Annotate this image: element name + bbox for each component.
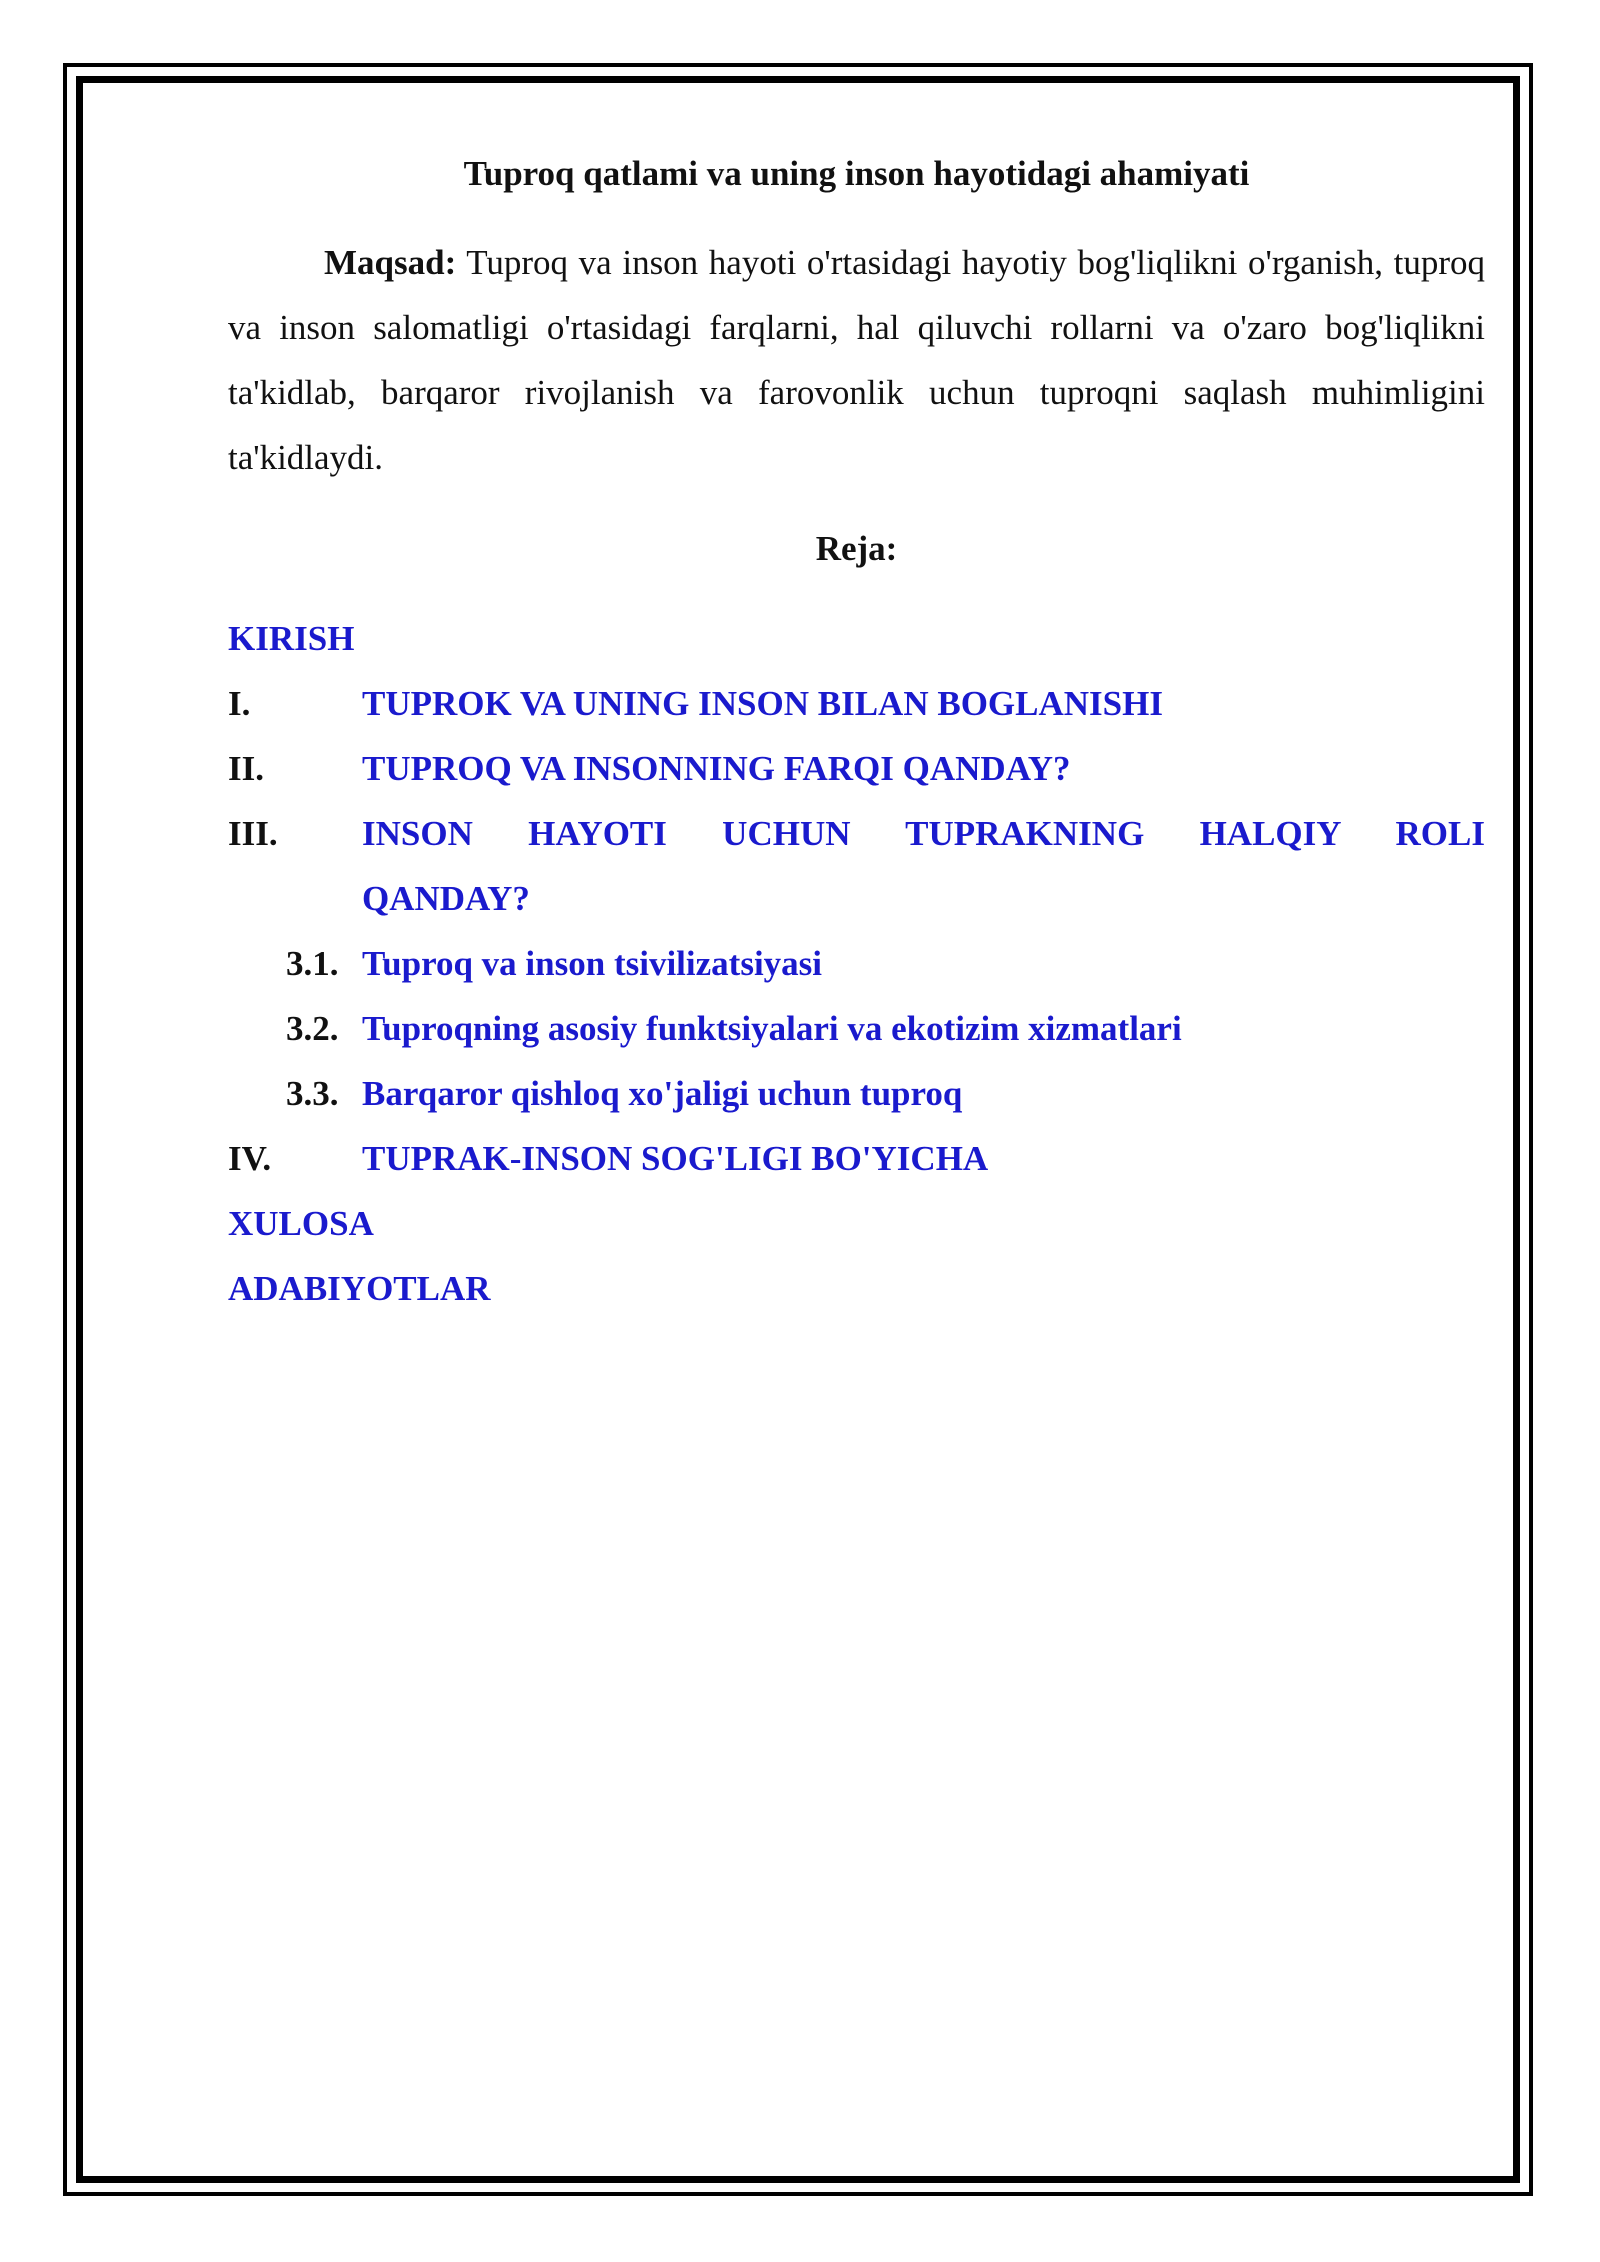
- toc-number: I.: [228, 684, 251, 723]
- toc-number: II.: [228, 749, 264, 788]
- toc-link-conclusion[interactable]: XULOSA: [228, 1204, 374, 1243]
- toc-link[interactable]: TUPRAK-INSON SOG'LIGI BO'YICHA: [362, 1139, 989, 1178]
- toc-item-conclusion[interactable]: [228, 1191, 1485, 1256]
- toc-link[interactable]: [362, 801, 1485, 931]
- table-of-contents: [228, 606, 1485, 1321]
- purpose-text: Tuproq va inson hayoti o'rtasidagi hayotiy bog'liqlikni o'rganish, tuproq va inson salomatligi o'rtasidagi farqlarni, hal qiluvchi rollarni va o'zaro bog'liqlikni ta'kidlab, barqaror rivojlanish va farovonlik uchun tuproqni saqlash muhimligini ta'kidlaydi.: [228, 243, 1485, 477]
- toc-link-intro[interactable]: KIRISH: [228, 619, 355, 658]
- toc-item-3-3[interactable]: [228, 1061, 1485, 1126]
- toc-number: III.: [228, 814, 278, 853]
- page-content: [228, 144, 1485, 1321]
- toc-number: IV.: [228, 1139, 272, 1178]
- toc-item-4[interactable]: [228, 1126, 1485, 1191]
- toc-number: 3.2.: [286, 1009, 339, 1048]
- toc-link[interactable]: Tuproqning asosiy funktsiyalari va ekotizim xizmatlari: [362, 1009, 1182, 1048]
- toc-link-references[interactable]: ADABIYOTLAR: [228, 1269, 491, 1308]
- toc-item-references[interactable]: [228, 1256, 1485, 1321]
- toc-item-3-1[interactable]: [228, 931, 1485, 996]
- toc-item-intro[interactable]: [228, 606, 1485, 671]
- purpose-label: Maqsad:: [324, 243, 457, 282]
- toc-number: 3.3.: [286, 1074, 339, 1113]
- toc-link[interactable]: Tuproq va inson tsivilizatsiyasi: [362, 944, 823, 983]
- toc-link-line2: QANDAY?: [362, 879, 530, 918]
- toc-link[interactable]: TUPROK VA UNING INSON BILAN BOGLANISHI: [362, 684, 1163, 723]
- toc-link[interactable]: Barqaror qishloq xo'jaligi uchun tuproq: [362, 1074, 963, 1113]
- toc-number: 3.1.: [286, 944, 339, 983]
- toc-item-3-2[interactable]: [228, 996, 1485, 1061]
- toc-link[interactable]: TUPROQ VA INSONNING FARQI QANDAY?: [362, 749, 1071, 788]
- document-title: Tuproq qatlami va uning inson hayotidagi ahamiyati: [463, 154, 1250, 193]
- purpose-paragraph: [228, 230, 1485, 490]
- toc-item-1[interactable]: [228, 671, 1485, 736]
- toc-item-3[interactable]: [228, 801, 1485, 931]
- plan-heading: Reja:: [815, 529, 898, 568]
- toc-link-line1: INSON HAYOTI UCHUN TUPRAKNING HALQIY ROLI: [362, 814, 1485, 853]
- toc-item-2[interactable]: [228, 736, 1485, 801]
